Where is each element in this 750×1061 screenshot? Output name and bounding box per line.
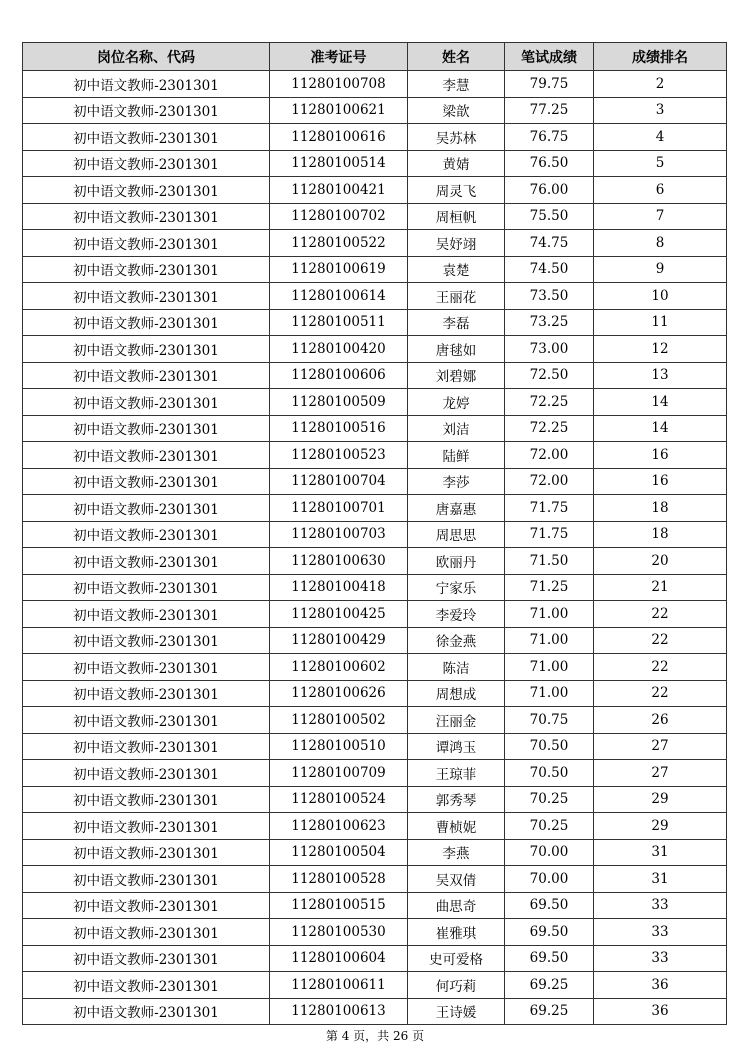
cell-name: 宁家乐: [408, 574, 505, 601]
table-row: [23, 945, 727, 972]
cell-position: 初中语文教师-2301301: [23, 389, 270, 416]
cell-name: 李慧: [408, 71, 505, 98]
table-row: [23, 972, 727, 999]
table-row: [23, 786, 727, 813]
cell-name: 王诗媛: [408, 998, 505, 1025]
cell-name: 史可爱格: [408, 945, 505, 972]
cell-name: 陈洁: [408, 654, 505, 681]
cell-name: 王琼菲: [408, 760, 505, 787]
table-row: [23, 627, 727, 654]
cell-rank: 29: [594, 813, 727, 840]
cell-rank: 22: [594, 654, 727, 681]
cell-rank: 27: [594, 760, 727, 787]
cell-exam-id: 11280100619: [270, 256, 408, 283]
cell-name: 曲思奇: [408, 892, 505, 919]
cell-score: 70.75: [505, 707, 594, 734]
cell-rank: 21: [594, 574, 727, 601]
cell-name: 汪丽金: [408, 707, 505, 734]
cell-rank: 33: [594, 919, 727, 946]
cell-score: 70.00: [505, 839, 594, 866]
cell-exam-id: 11280100528: [270, 866, 408, 893]
table-row: [23, 866, 727, 893]
cell-score: 75.50: [505, 203, 594, 230]
table-row: [23, 309, 727, 336]
cell-score: 73.00: [505, 336, 594, 363]
cell-name: 曹桢妮: [408, 813, 505, 840]
cell-name: 刘洁: [408, 415, 505, 442]
table-row: [23, 415, 727, 442]
cell-rank: 36: [594, 972, 727, 999]
cell-position: 初中语文教师-2301301: [23, 627, 270, 654]
cell-exam-id: 11280100523: [270, 442, 408, 469]
cell-name: 刘碧娜: [408, 362, 505, 389]
cell-exam-id: 11280100418: [270, 574, 408, 601]
cell-name: 李磊: [408, 309, 505, 336]
cell-position: 初中语文教师-2301301: [23, 150, 270, 177]
cell-name: 唐嘉惠: [408, 495, 505, 522]
cell-exam-id: 11280100630: [270, 548, 408, 575]
cell-score: 70.50: [505, 760, 594, 787]
cell-rank: 14: [594, 389, 727, 416]
cell-exam-id: 11280100606: [270, 362, 408, 389]
table-row: [23, 177, 727, 204]
cell-score: 79.75: [505, 71, 594, 98]
cell-score: 70.25: [505, 813, 594, 840]
cell-score: 70.25: [505, 786, 594, 813]
table-row: [23, 760, 727, 787]
cell-rank: 36: [594, 998, 727, 1025]
table-header: [23, 43, 727, 71]
cell-score: 71.00: [505, 601, 594, 628]
cell-exam-id: 11280100530: [270, 919, 408, 946]
cell-position: 初中语文教师-2301301: [23, 998, 270, 1025]
table-row: [23, 892, 727, 919]
cell-exam-id: 11280100704: [270, 468, 408, 495]
cell-position: 初中语文教师-2301301: [23, 786, 270, 813]
cell-name: 崔雅琪: [408, 919, 505, 946]
cell-exam-id: 11280100515: [270, 892, 408, 919]
cell-score: 71.00: [505, 680, 594, 707]
cell-score: 72.25: [505, 389, 594, 416]
table-row: [23, 468, 727, 495]
table-row: [23, 150, 727, 177]
cell-exam-id: 11280100616: [270, 124, 408, 151]
cell-exam-id: 11280100702: [270, 203, 408, 230]
cell-exam-id: 11280100504: [270, 839, 408, 866]
cell-name: 梁歆: [408, 97, 505, 124]
table-row: [23, 654, 727, 681]
table-row: [23, 336, 727, 363]
cell-score: 73.25: [505, 309, 594, 336]
cell-position: 初中语文教师-2301301: [23, 203, 270, 230]
cell-rank: 31: [594, 839, 727, 866]
table-row: [23, 389, 727, 416]
cell-name: 李燕: [408, 839, 505, 866]
table-row: [23, 839, 727, 866]
cell-name: 李爱玲: [408, 601, 505, 628]
cell-rank: 29: [594, 786, 727, 813]
cell-exam-id: 11280100703: [270, 521, 408, 548]
cell-position: 初中语文教师-2301301: [23, 548, 270, 575]
cell-exam-id: 11280100429: [270, 627, 408, 654]
table-row: [23, 203, 727, 230]
cell-score: 73.50: [505, 283, 594, 310]
cell-rank: 5: [594, 150, 727, 177]
cell-rank: 7: [594, 203, 727, 230]
cell-rank: 20: [594, 548, 727, 575]
cell-rank: 18: [594, 495, 727, 522]
cell-exam-id: 11280100611: [270, 972, 408, 999]
cell-score: 76.50: [505, 150, 594, 177]
cell-exam-id: 11280100709: [270, 760, 408, 787]
cell-score: 70.50: [505, 733, 594, 760]
cell-rank: 16: [594, 442, 727, 469]
table-row: [23, 283, 727, 310]
cell-exam-id: 11280100420: [270, 336, 408, 363]
cell-name: 周灵飞: [408, 177, 505, 204]
cell-position: 初中语文教师-2301301: [23, 680, 270, 707]
cell-score: 72.00: [505, 442, 594, 469]
cell-position: 初中语文教师-2301301: [23, 415, 270, 442]
header-row: [23, 43, 727, 71]
cell-exam-id: 11280100522: [270, 230, 408, 257]
table-row: [23, 574, 727, 601]
cell-exam-id: 11280100621: [270, 97, 408, 124]
cell-position: 初中语文教师-2301301: [23, 468, 270, 495]
header-name: 姓名: [408, 43, 505, 71]
score-table: [22, 42, 727, 1025]
cell-score: 71.75: [505, 495, 594, 522]
cell-score: 69.50: [505, 945, 594, 972]
table-row: [23, 230, 727, 257]
cell-position: 初中语文教师-2301301: [23, 521, 270, 548]
cell-position: 初中语文教师-2301301: [23, 256, 270, 283]
cell-position: 初中语文教师-2301301: [23, 972, 270, 999]
cell-score: 72.25: [505, 415, 594, 442]
cell-position: 初中语文教师-2301301: [23, 442, 270, 469]
cell-exam-id: 11280100708: [270, 71, 408, 98]
cell-score: 71.00: [505, 654, 594, 681]
cell-exam-id: 11280100510: [270, 733, 408, 760]
cell-rank: 12: [594, 336, 727, 363]
cell-position: 初中语文教师-2301301: [23, 230, 270, 257]
cell-rank: 11: [594, 309, 727, 336]
cell-exam-id: 11280100623: [270, 813, 408, 840]
cell-position: 初中语文教师-2301301: [23, 336, 270, 363]
cell-rank: 22: [594, 601, 727, 628]
cell-rank: 4: [594, 124, 727, 151]
cell-position: 初中语文教师-2301301: [23, 601, 270, 628]
cell-exam-id: 11280100502: [270, 707, 408, 734]
cell-score: 71.00: [505, 627, 594, 654]
header-rank: 成绩排名: [594, 43, 727, 71]
cell-position: 初中语文教师-2301301: [23, 362, 270, 389]
cell-name: 欧丽丹: [408, 548, 505, 575]
cell-rank: 3: [594, 97, 727, 124]
cell-position: 初中语文教师-2301301: [23, 71, 270, 98]
cell-score: 74.75: [505, 230, 594, 257]
cell-name: 唐毬如: [408, 336, 505, 363]
cell-rank: 2: [594, 71, 727, 98]
cell-rank: 22: [594, 627, 727, 654]
table-row: [23, 813, 727, 840]
cell-name: 周桓帆: [408, 203, 505, 230]
cell-position: 初中语文教师-2301301: [23, 839, 270, 866]
cell-position: 初中语文教师-2301301: [23, 945, 270, 972]
cell-score: 69.50: [505, 919, 594, 946]
cell-score: 71.75: [505, 521, 594, 548]
table-row: [23, 998, 727, 1025]
cell-exam-id: 11280100509: [270, 389, 408, 416]
cell-name: 周想成: [408, 680, 505, 707]
cell-rank: 9: [594, 256, 727, 283]
table-row: [23, 97, 727, 124]
table-row: [23, 495, 727, 522]
cell-score: 74.50: [505, 256, 594, 283]
cell-score: 76.00: [505, 177, 594, 204]
cell-position: 初中语文教师-2301301: [23, 495, 270, 522]
cell-position: 初中语文教师-2301301: [23, 654, 270, 681]
cell-name: 何巧莉: [408, 972, 505, 999]
cell-position: 初中语文教师-2301301: [23, 813, 270, 840]
cell-name: 王丽花: [408, 283, 505, 310]
cell-rank: 10: [594, 283, 727, 310]
cell-position: 初中语文教师-2301301: [23, 177, 270, 204]
cell-exam-id: 11280100421: [270, 177, 408, 204]
cell-position: 初中语文教师-2301301: [23, 707, 270, 734]
cell-name: 龙婷: [408, 389, 505, 416]
cell-score: 76.75: [505, 124, 594, 151]
table-row: [23, 71, 727, 98]
cell-rank: 27: [594, 733, 727, 760]
cell-score: 72.00: [505, 468, 594, 495]
cell-rank: 31: [594, 866, 727, 893]
cell-rank: 26: [594, 707, 727, 734]
cell-score: 71.25: [505, 574, 594, 601]
cell-rank: 8: [594, 230, 727, 257]
cell-score: 71.50: [505, 548, 594, 575]
cell-position: 初中语文教师-2301301: [23, 97, 270, 124]
header-position: 岗位名称、代码: [23, 43, 270, 71]
cell-exam-id: 11280100604: [270, 945, 408, 972]
cell-rank: 18: [594, 521, 727, 548]
cell-position: 初中语文教师-2301301: [23, 309, 270, 336]
cell-position: 初中语文教师-2301301: [23, 574, 270, 601]
cell-exam-id: 11280100614: [270, 283, 408, 310]
cell-score: 69.50: [505, 892, 594, 919]
cell-name: 吴双倩: [408, 866, 505, 893]
cell-name: 陆鲜: [408, 442, 505, 469]
cell-score: 69.25: [505, 972, 594, 999]
cell-exam-id: 11280100701: [270, 495, 408, 522]
table-row: [23, 442, 727, 469]
header-score: 笔试成绩: [505, 43, 594, 71]
cell-rank: 6: [594, 177, 727, 204]
cell-position: 初中语文教师-2301301: [23, 866, 270, 893]
cell-score: 70.00: [505, 866, 594, 893]
cell-exam-id: 11280100514: [270, 150, 408, 177]
page-footer: 第 4 页，共 26 页: [325, 1029, 425, 1043]
cell-exam-id: 11280100602: [270, 654, 408, 681]
cell-position: 初中语文教师-2301301: [23, 892, 270, 919]
table-row: [23, 733, 727, 760]
cell-exam-id: 11280100511: [270, 309, 408, 336]
table-body: [23, 71, 727, 1025]
cell-rank: 14: [594, 415, 727, 442]
cell-position: 初中语文教师-2301301: [23, 283, 270, 310]
cell-rank: 22: [594, 680, 727, 707]
table-row: [23, 919, 727, 946]
cell-rank: 33: [594, 892, 727, 919]
table-row: [23, 521, 727, 548]
header-exam-id: 准考证号: [270, 43, 408, 71]
cell-name: 吴妤翊: [408, 230, 505, 257]
table-row: [23, 124, 727, 151]
table-row: [23, 707, 727, 734]
cell-name: 徐金燕: [408, 627, 505, 654]
cell-position: 初中语文教师-2301301: [23, 919, 270, 946]
cell-exam-id: 11280100516: [270, 415, 408, 442]
cell-exam-id: 11280100425: [270, 601, 408, 628]
table-row: [23, 601, 727, 628]
cell-position: 初中语文教师-2301301: [23, 733, 270, 760]
table-row: [23, 548, 727, 575]
cell-exam-id: 11280100524: [270, 786, 408, 813]
table-row: [23, 680, 727, 707]
cell-name: 李莎: [408, 468, 505, 495]
table-row: [23, 256, 727, 283]
cell-score: 72.50: [505, 362, 594, 389]
cell-name: 周思思: [408, 521, 505, 548]
cell-name: 黄婧: [408, 150, 505, 177]
cell-score: 69.25: [505, 998, 594, 1025]
cell-name: 袁楚: [408, 256, 505, 283]
cell-exam-id: 11280100626: [270, 680, 408, 707]
cell-score: 77.25: [505, 97, 594, 124]
table-row: [23, 362, 727, 389]
cell-name: 郭秀琴: [408, 786, 505, 813]
cell-rank: 13: [594, 362, 727, 389]
cell-name: 吴苏林: [408, 124, 505, 151]
cell-position: 初中语文教师-2301301: [23, 124, 270, 151]
cell-position: 初中语文教师-2301301: [23, 760, 270, 787]
cell-rank: 16: [594, 468, 727, 495]
cell-exam-id: 11280100613: [270, 998, 408, 1025]
cell-name: 谭鸿玉: [408, 733, 505, 760]
cell-rank: 33: [594, 945, 727, 972]
